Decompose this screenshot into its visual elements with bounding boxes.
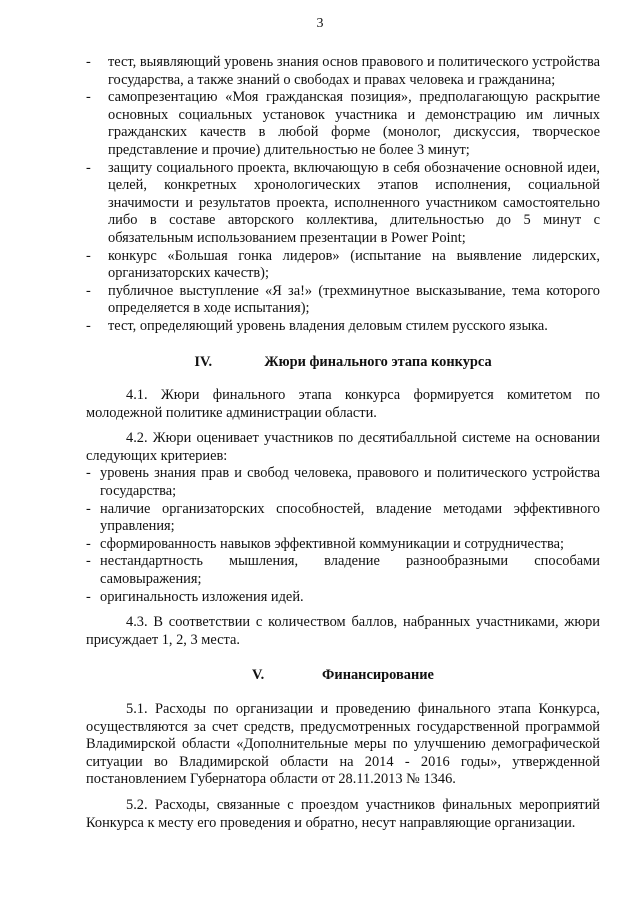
section-number: IV. (194, 353, 213, 370)
document-body (86, 54, 600, 832)
section-title: Жюри финального этапа конкурса (264, 353, 492, 370)
paragraph-4-2: 4.2. Жюри оценивает участников по десятибалльной системе на основании следующих критериев: (86, 430, 600, 464)
paragraph-4-1: 4.1. Жюри финального этапа конкурса формируется комитетом по молодежной политике администрации области. (86, 387, 600, 421)
list-item: - защиту социального проекта, включающую в себя обозначение основной идеи, целей, конкретных хронологических этапов исполнения, социальной значимости и результатов проекта, исполненного участником самостоятельно либо в составе авторского коллектива, длительностью до 5 минут с обязательным использованием презентации в Power Point; (86, 159, 600, 246)
list-item: - уровень знания прав и свобод человека, правового и политического устройства государства; (86, 465, 600, 500)
list-item: - наличие организаторских способностей, владение методами эффективного управления; (86, 500, 600, 535)
list-item: - оригинальность изложения идей. (86, 588, 304, 605)
section-heading-financing (86, 667, 600, 685)
section-number: V. (252, 667, 265, 684)
list-item: - тест, выявляющий уровень знания основ правового и политического устройства государства, а также знаний о свободах и правах человека и гражданина; (86, 54, 600, 88)
list-item: - нестандартность мышления, владение разнообразными способами самовыражения; (86, 553, 600, 588)
list-item: - сформированность навыков эффективной коммуникации и сотрудничества; (86, 535, 564, 552)
list-item: - публичное выступление «Я за!» (трехминутное высказывание, тема которого определяется в ходе испытания); (86, 282, 600, 317)
section-title: Финансирование (322, 667, 434, 684)
section-heading-jury (86, 354, 600, 372)
criteria-list (86, 465, 600, 606)
paragraph-5-1: 5.1. Расходы по организации и проведению финального этапа Конкурса, осуществляются за счет средств, предусмотренных государственной программой Владимирской области «Дополнительные меры по улучшению демографической ситуации во Владимирской области на 2014 - 2016 годы», утвержденной постановлением Губернатора области от 28.11.2013 № 1346. (86, 701, 600, 788)
list-item: - тест, определяющий уровень владения деловым стилем русского языка. (86, 317, 548, 334)
paragraph-4-3: 4.3. В соответствии с количеством баллов, набранных участниками, жюри присуждает 1, 2, 3 места. (86, 614, 600, 648)
competition-tasks-list (86, 54, 600, 336)
paragraph-5-2: 5.2. Расходы, связанные с проездом участников финальных мероприятий Конкурса к месту его проведения и обратно, несут направляющие организации. (86, 796, 600, 831)
page-number: 3 (316, 16, 324, 31)
list-item: - самопрезентацию «Моя гражданская позиция», предполагающую раскрытие основных социальных установок участника и демонстрацию им личных гражданских качеств в любой форме (монолог, дискуссия, творческое представление и прочие) длительностью не более 3 минут; (86, 89, 600, 158)
list-item: - конкурс «Большая гонка лидеров» (испытание на выявление лидерских, организаторских качеств); (86, 247, 600, 282)
